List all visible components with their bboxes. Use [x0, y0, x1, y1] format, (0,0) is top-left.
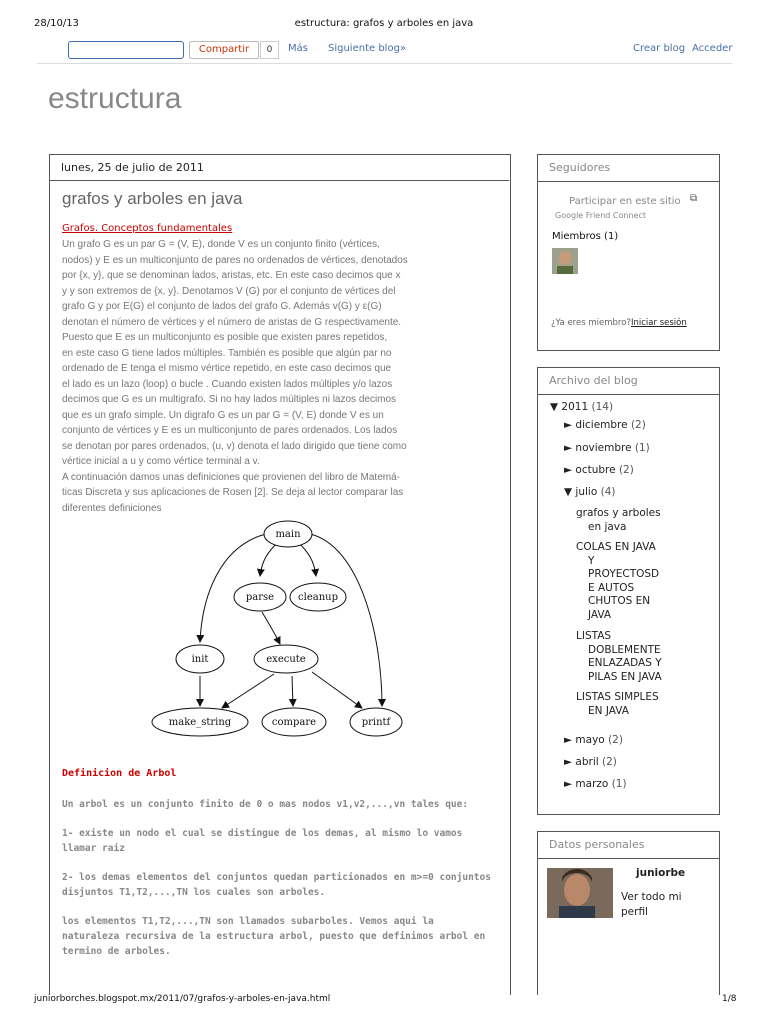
popup-window-icon[interactable]: ⧉: [690, 193, 698, 204]
member-avatar-image: [552, 248, 578, 274]
archive-count: (2): [630, 419, 646, 431]
profile-photo[interactable]: [547, 868, 613, 918]
archive-count: (14): [591, 401, 614, 413]
navbar-divider: [37, 63, 732, 64]
more-link[interactable]: Más: [288, 43, 308, 54]
edge-parse-execute: [262, 612, 280, 644]
archive-post-line: EN JAVA: [588, 704, 629, 717]
archive-post-link[interactable]: [576, 541, 659, 622]
post-body-line: grafo G y por E(G) el conjunto de lados del grafo G. Además v(G) y ε(G): [62, 301, 382, 312]
post-body-line: denotan el número de vértices y el número de aristas de G respectivamente.: [62, 316, 402, 328]
share-button[interactable]: Compartir: [189, 41, 259, 59]
arbol-paragraph: 2- los demas elementos del conjuntos quedan particionados en m>=0 conjuntos disjuntos T1,T2,...,TN los cuales son arboles.: [62, 872, 491, 898]
navbar-search-input[interactable]: [68, 41, 184, 59]
already-member-text: ¿Ya eres miembro?: [551, 318, 631, 328]
toggle-arrow-icon[interactable]: ►: [564, 734, 573, 746]
archive-post-line: grafos y arboles: [576, 507, 661, 519]
edge-execute-compare: [292, 676, 293, 706]
node-make-string: make_string: [168, 717, 232, 728]
arbol-section-title: Definicion de Arbol: [62, 768, 177, 779]
members-count: Miembros (1): [552, 231, 619, 242]
toggle-arrow-icon[interactable]: ▼: [550, 401, 559, 413]
post-body-line: A continuación damos unas definiciones que provienen del libro de Matemá-: [62, 471, 400, 483]
archive-post-line: E AUTOS: [588, 581, 635, 594]
arbol-paragraph: Un arbol es un conjunto finito de 0 o mas nodos v1,v2,...,vn tales que:: [62, 799, 469, 810]
post-body-line: diferentes definiciones: [62, 502, 162, 514]
archive-count: (2): [608, 734, 623, 746]
archive-count: (2): [618, 464, 634, 476]
post-body-line: ticas Discreta y sus aplicaciones de Rosen [2]. Se deja al lector comparar las: [62, 487, 404, 498]
archive-month-noviembre[interactable]: [564, 442, 650, 454]
archive-label[interactable]: diciembre: [575, 419, 628, 431]
archive-count: (1): [611, 778, 627, 790]
node-printf: printf: [361, 717, 391, 728]
archive-post-link[interactable]: [576, 507, 661, 534]
post-body-line: Un grafo G es un par G = (V, E), donde V es un conjunto finito (vértices,: [62, 239, 380, 250]
archive-label[interactable]: mayo: [575, 734, 605, 746]
node-init: init: [191, 654, 209, 665]
archive-label[interactable]: octubre: [575, 464, 616, 476]
followers-widget-title: Seguidores: [538, 155, 719, 182]
post-body: [62, 237, 472, 516]
print-page-number: 1/8: [722, 994, 737, 1004]
archive-count: (2): [602, 756, 617, 768]
toggle-arrow-icon[interactable]: ►: [564, 419, 573, 431]
post-body-line: se denotan por pares ordenados, (u, v) denota el lado dirigido que tiene como: [62, 440, 407, 452]
member-avatar[interactable]: [552, 248, 578, 274]
archive-post-line: PILAS EN JAVA: [588, 670, 662, 683]
archive-month-marzo[interactable]: [564, 778, 627, 790]
login-link[interactable]: Acceder: [692, 43, 733, 54]
archive-post-line: LISTAS SIMPLES: [576, 691, 659, 703]
profile-photo-image: [547, 868, 613, 918]
print-date: 28/10/13: [34, 18, 79, 29]
archive-label[interactable]: marzo: [575, 778, 609, 790]
archive-post-link[interactable]: [576, 630, 662, 684]
archive-month-abril[interactable]: [564, 756, 617, 768]
archive-post-line: CHUTOS EN: [588, 595, 651, 607]
post-body-line: vértice inicial a u y como vértice terminal a v.: [62, 456, 260, 467]
edge-execute-printf: [312, 672, 362, 708]
next-blog-link[interactable]: Siguiente blog»: [328, 43, 407, 54]
post-body-line: por {x, y}, que se denominan lados, aristas, etc. En este caso decimos que x: [62, 270, 401, 281]
node-compare: compare: [271, 717, 317, 728]
profile-widget-title: Datos personales: [538, 832, 719, 859]
post-body-line: el lado es un lazo (loop) o bucle . Cuando existen lados múltiples y/o lazos: [62, 378, 393, 390]
archive-year-2011[interactable]: [550, 401, 613, 413]
archive-month-mayo[interactable]: [564, 734, 623, 746]
archive-month-diciembre[interactable]: [564, 419, 646, 431]
edge-main-parse: [260, 542, 278, 576]
archive-post-line: DOBLEMENTE: [588, 643, 661, 656]
toggle-arrow-icon[interactable]: ►: [564, 442, 573, 454]
archive-label[interactable]: noviembre: [575, 442, 632, 454]
arbol-body: [62, 797, 494, 973]
post-body-line: nodos) y E es un multiconjunto de pares no ordenados de vértices, denotados: [62, 254, 408, 266]
post-body-line: conjunto de vértices y E es un multiconjunto de pares ordenados. Los lados: [62, 425, 398, 436]
profile-name[interactable]: juniorbe: [636, 867, 686, 879]
google-friend-connect-label: Google Friend Connect: [555, 211, 646, 220]
node-parse: parse: [245, 592, 275, 603]
archive-post-line: PROYECTOSD: [588, 568, 660, 580]
join-site-link[interactable]: Participar en este sitio: [569, 196, 681, 207]
arbol-paragraph: 1- existe un nodo el cual se distingue de los demas, al mismo lo vamos llamar raiz: [62, 828, 463, 854]
print-url: juniorborches.blogspot.mx/2011/07/grafos-y-arboles-en-java.html: [34, 994, 331, 1004]
post-section-title: Grafos. Conceptos fundamentales: [62, 223, 233, 234]
post-body-line: ordenado de E tenga el mismo vértice repetido, en este caso decimos que: [62, 363, 392, 374]
edge-main-cleanup: [298, 542, 316, 576]
call-graph-diagram: [150, 516, 410, 740]
archive-post-line: en java: [588, 520, 627, 533]
post-body-line: y y son extremos de {x, y}. Denotamos V (G) por el conjunto de vértices del: [62, 285, 396, 297]
archive-label[interactable]: 2011: [561, 401, 589, 413]
arbol-paragraph: los elementos T1,T2,...,TN son llamados subarboles. Vemos aqui la naturaleza recursiva de la estructura arbol, puesto que definimos arbol en termino de arboles.: [62, 916, 486, 957]
toggle-arrow-icon[interactable]: ►: [564, 464, 573, 476]
node-main: main: [275, 529, 301, 540]
post-date: lunes, 25 de julio de 2011: [61, 161, 204, 174]
post-body-line: que es un grafo simple. Un digrafo G es un par G = (V, E) donde V es un: [62, 409, 384, 421]
archive-post-line: JAVA: [588, 608, 612, 621]
post-body-line: en este caso G tiene lados múltiples. También es posible que algún par no: [62, 347, 392, 359]
print-page-title: estructura: grafos y arboles en java: [294, 18, 474, 29]
archive-label[interactable]: julio: [575, 486, 598, 498]
node-cleanup: cleanup: [298, 592, 338, 603]
archive-count: (4): [600, 486, 616, 498]
share-count: 0: [260, 41, 279, 59]
archive-post-line: LISTAS: [576, 630, 612, 642]
archive-post-line: ENLAZADAS Y: [588, 657, 662, 669]
archive-widget-title: Archivo del blog: [538, 368, 719, 395]
archive-post-link[interactable]: [576, 691, 659, 718]
archive-count: (1): [634, 442, 650, 454]
toggle-arrow-icon[interactable]: ▼: [564, 486, 573, 498]
post-body-line: Puesto que E es un multiconjunto es posible que existen pares repetidos,: [62, 332, 388, 343]
toggle-arrow-icon[interactable]: ►: [564, 778, 573, 790]
blog-title[interactable]: estructura: [48, 82, 182, 115]
post-body-line: decimos que G es un multigrafo. Si no hay lados múltiples ni lazos decimos: [62, 394, 397, 405]
edge-main-printf: [310, 534, 382, 706]
archive-label[interactable]: abril: [575, 756, 599, 768]
archive-month-octubre[interactable]: [564, 464, 634, 476]
view-profile-link[interactable]: Ver todo mi perfil: [621, 891, 682, 918]
create-blog-link[interactable]: Crear blog: [633, 43, 686, 54]
post-title[interactable]: grafos y arboles en java: [62, 189, 243, 208]
archive-post-line: COLAS EN JAVA: [576, 541, 656, 553]
sign-in-link[interactable]: Iniciar sesión: [631, 318, 687, 328]
toggle-arrow-icon[interactable]: ►: [564, 756, 573, 768]
archive-month-julio[interactable]: [564, 486, 615, 498]
archive-post-line: Y: [588, 554, 595, 567]
node-execute: execute: [266, 654, 306, 665]
edge-execute-make-string: [222, 674, 274, 708]
